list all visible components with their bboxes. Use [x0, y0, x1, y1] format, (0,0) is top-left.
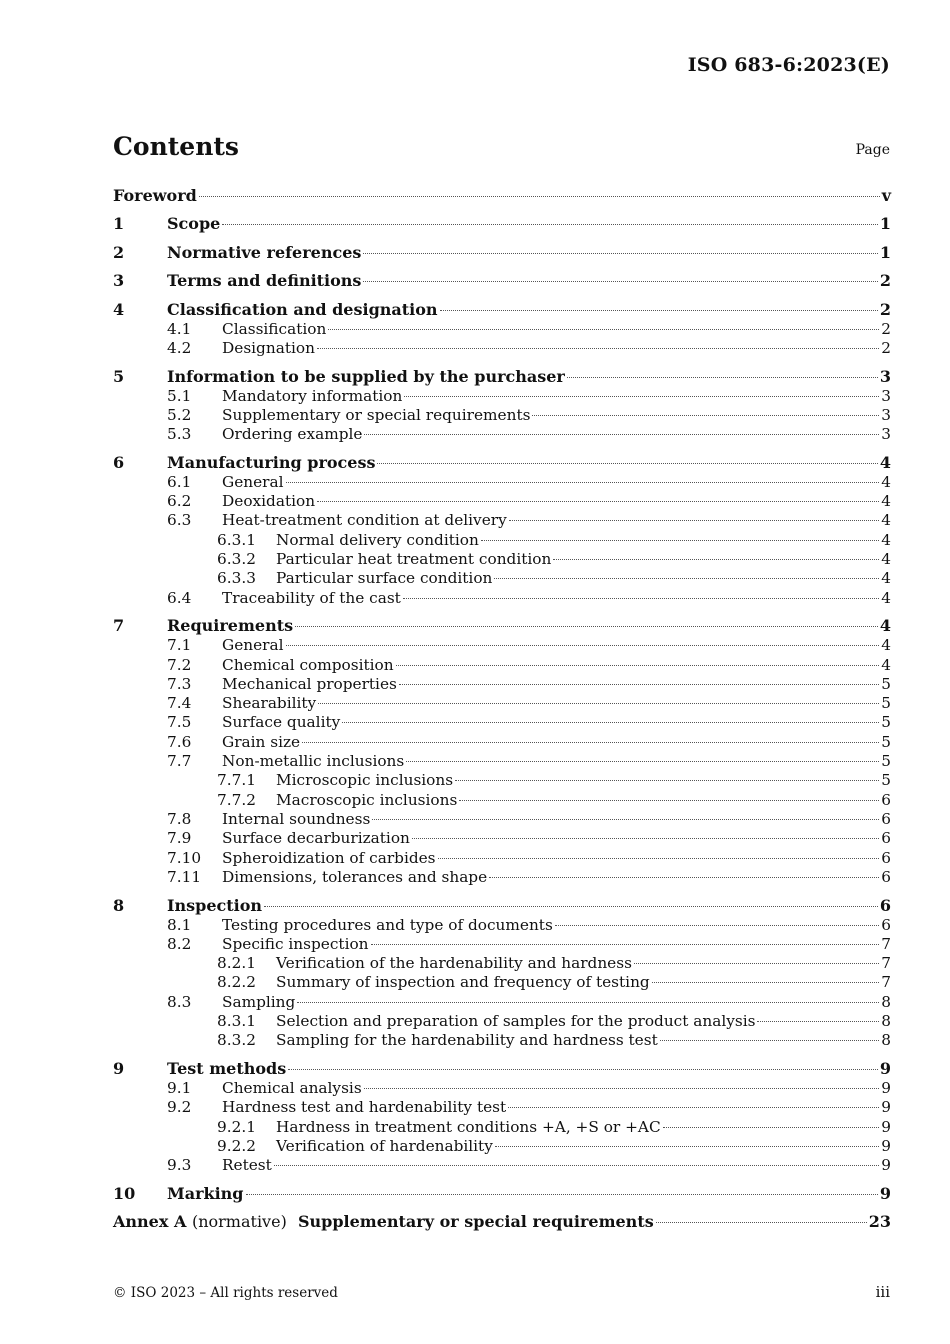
toc-entry[interactable]: [113, 387, 891, 406]
toc-entry[interactable]: [113, 887, 891, 915]
document-id: ISO 683-6:2023(E): [687, 54, 890, 76]
toc-entry-title: Chemical analysis: [222, 1079, 362, 1098]
toc-entry[interactable]: [113, 511, 891, 530]
toc-entry[interactable]: [113, 935, 891, 954]
toc-entry-number: 5.2: [167, 405, 192, 424]
toc-entry-page: 3: [881, 425, 891, 444]
dot-leader: [222, 224, 878, 225]
toc-entry[interactable]: [113, 186, 891, 206]
toc-entry-page: 5: [881, 752, 891, 771]
dot-leader: [342, 722, 879, 723]
toc-entry-number: 7.6: [167, 732, 192, 751]
dot-leader: [286, 645, 880, 646]
toc-entry-title: Scope: [167, 214, 221, 234]
toc-entry[interactable]: [113, 993, 891, 1012]
dot-leader: [440, 310, 878, 311]
dot-leader: [377, 463, 877, 464]
dot-leader: [553, 559, 879, 560]
toc-entry-title: Non-metallic inclusions: [222, 752, 405, 771]
toc-entry-title: Requirements: [167, 616, 294, 636]
toc-entry-title: Inspection: [167, 895, 263, 915]
toc-entry-title: Ordering example: [222, 425, 363, 444]
toc-entry[interactable]: [113, 608, 891, 636]
toc-entry-number: 7.3: [167, 674, 192, 693]
dot-leader: [438, 858, 880, 859]
toc-entry[interactable]: [113, 636, 891, 655]
copyright-notice: © ISO 2023 – All rights reserved: [113, 1285, 338, 1301]
toc-entry-page: 6: [881, 848, 891, 867]
toc-entry-title: Shearability: [222, 694, 317, 713]
toc-entry-number: 6: [113, 452, 125, 472]
toc-entry-title: Surface decarburization: [222, 829, 410, 848]
toc-entry-title: Foreword: [113, 186, 197, 205]
toc-entry-page: 8: [881, 1012, 891, 1031]
dot-leader: [302, 742, 879, 743]
toc-entry-number: 8.2.1: [217, 954, 256, 973]
toc-entry-page: 6: [879, 895, 891, 915]
toc-entry-title: Selection and preparation of samples for the product analysis: [276, 1012, 756, 1031]
toc-entry-number: 7.7: [167, 752, 192, 771]
toc-entry-number: 6.3: [167, 511, 192, 530]
dot-leader: [403, 598, 879, 599]
toc-entry[interactable]: [113, 713, 891, 732]
toc-entry-number: 8.1: [167, 915, 192, 934]
toc-entry-page: 9: [881, 1079, 891, 1098]
toc-entry[interactable]: [113, 234, 891, 262]
toc-entry-page: 6: [881, 809, 891, 828]
toc-entry-title: Grain size: [222, 732, 301, 751]
toc-entry-number: 9.1: [167, 1079, 192, 1098]
toc-entry-page: 4: [881, 530, 891, 549]
toc-entry-title: Normal delivery condition: [276, 530, 479, 549]
toc-entry-number: 7.1: [167, 636, 192, 655]
toc-entry-title: Summary of inspection and frequency of testing: [276, 973, 650, 992]
toc-entry[interactable]: [113, 1137, 891, 1156]
toc-entry-title: Marking: [167, 1183, 244, 1203]
dot-leader: [663, 1127, 880, 1128]
toc-entry-number: 8: [113, 895, 125, 915]
toc-entry-page: 4: [881, 550, 891, 569]
toc-entry-page: 4: [879, 616, 891, 636]
dot-leader: [412, 838, 879, 839]
toc-entry-number: 9.3: [167, 1156, 192, 1175]
dot-leader: [295, 626, 878, 627]
toc-entry-number: 6.3.2: [217, 550, 256, 569]
toc-entry-number: 8.3: [167, 992, 192, 1011]
toc-entry[interactable]: [113, 752, 891, 771]
toc-entry-title: General: [222, 472, 284, 491]
toc-entry[interactable]: [113, 1031, 891, 1050]
toc-entry[interactable]: [113, 492, 891, 511]
annex-type: (normative): [191, 1212, 287, 1232]
dot-leader: [318, 703, 879, 704]
dot-leader: [364, 1088, 880, 1089]
toc-entry[interactable]: [113, 1098, 891, 1117]
toc-entry-page: 1: [879, 242, 891, 262]
toc-entry[interactable]: [113, 791, 891, 810]
toc-entry[interactable]: [113, 531, 891, 550]
toc-entry[interactable]: [113, 263, 891, 291]
toc-entry-number: 4.2: [167, 338, 192, 357]
toc-entry-title: Classification and designation: [167, 299, 438, 319]
table-of-contents: [113, 186, 891, 1232]
toc-entry-title: Classification: [222, 319, 327, 338]
toc-entry-number: 7.11: [167, 867, 202, 886]
dot-leader: [406, 761, 879, 762]
toc-entry-number: 6.4: [167, 588, 192, 607]
toc-entry-page: 2: [879, 299, 891, 319]
toc-entry-title: Sampling: [222, 992, 296, 1011]
dot-leader: [297, 1002, 879, 1003]
toc-entry-title: Hardness test and hardenability test: [222, 1098, 507, 1117]
toc-entry-title: Verification of hardenability: [276, 1136, 493, 1155]
toc-entry-number: 10: [113, 1183, 136, 1203]
dot-leader: [317, 501, 879, 502]
footer-page-number: iii: [875, 1283, 890, 1301]
toc-entry-number: 6.3.1: [217, 530, 256, 549]
annex-title: Supplementary or special requirements: [297, 1212, 654, 1232]
toc-entry[interactable]: [113, 868, 891, 887]
toc-entry-title: Traceability of the cast: [222, 588, 401, 607]
toc-entry-title: General: [222, 636, 284, 655]
toc-entry-number: 6.3.3: [217, 569, 256, 588]
toc-entry-title: Mandatory information: [222, 386, 403, 405]
toc-entry-title: Mechanical properties: [222, 674, 397, 693]
toc-entry-page: 5: [881, 694, 891, 713]
toc-entry-page: 4: [881, 636, 891, 655]
toc-entry-number: 7.2: [167, 655, 192, 674]
dot-leader: [399, 684, 879, 685]
toc-entry-page: 3: [879, 366, 891, 386]
toc-entry[interactable]: [113, 320, 891, 339]
toc-entry-number: 8.2: [167, 934, 192, 953]
toc-entry-page: 4: [881, 492, 891, 511]
toc-entry-title: Hardness in treatment conditions +A, +S or +AC: [276, 1117, 661, 1136]
dot-leader: [660, 1040, 880, 1041]
toc-entry[interactable]: [113, 810, 891, 829]
dot-leader: [286, 482, 880, 483]
dot-leader: [372, 819, 879, 820]
toc-entry-title: Specific inspection: [222, 934, 369, 953]
toc-entry[interactable]: [113, 473, 891, 492]
dot-leader: [509, 520, 880, 521]
toc-entry-title: Surface quality: [222, 713, 341, 732]
toc-entry-page: 5: [881, 713, 891, 732]
toc-entry[interactable]: [113, 206, 891, 234]
toc-entry-number: 7: [113, 616, 125, 636]
toc-entry-number: 7.4: [167, 694, 192, 713]
toc-entry-page: 3: [881, 405, 891, 424]
toc-entry-number: 9: [113, 1059, 125, 1079]
toc-entry-title: Particular surface condition: [276, 569, 493, 588]
annex-title-group: [113, 1212, 654, 1232]
toc-entry-number: 2: [113, 242, 125, 262]
toc-entry[interactable]: [113, 733, 891, 752]
toc-entry-page: 6: [881, 867, 891, 886]
toc-entry-title: Testing procedures and type of documents: [222, 915, 553, 934]
toc-entry[interactable]: [113, 425, 891, 444]
dot-leader: [364, 434, 879, 435]
dot-leader: [288, 1069, 878, 1070]
toc-entry-number: 8.3.1: [217, 1012, 256, 1031]
toc-entry-page: 4: [881, 588, 891, 607]
toc-entry[interactable]: [113, 291, 891, 319]
toc-entry-title: Supplementary or special requirements: [222, 405, 531, 424]
toc-entry-page: 6: [881, 829, 891, 848]
toc-entry[interactable]: [113, 916, 891, 935]
toc-entry-page: 5: [881, 771, 891, 790]
toc-entry-page: 4: [879, 452, 891, 472]
toc-entry[interactable]: [113, 771, 891, 790]
page-column-label: Page: [855, 142, 890, 158]
toc-entry-page: 3: [881, 386, 891, 405]
toc-entry-page: 9: [881, 1098, 891, 1117]
dot-leader: [652, 982, 880, 983]
dot-leader: [481, 540, 879, 541]
dot-leader: [495, 1146, 879, 1147]
toc-entry[interactable]: [113, 1012, 891, 1031]
toc-entry-page: 7: [881, 954, 891, 973]
dot-leader: [328, 329, 879, 330]
page-title: Contents: [113, 132, 240, 161]
toc-entry[interactable]: [113, 849, 891, 868]
annex-label: Annex A: [113, 1212, 187, 1232]
toc-entry[interactable]: [113, 339, 891, 358]
toc-entry-number: 7.9: [167, 829, 192, 848]
toc-entry-number: 6.2: [167, 492, 192, 511]
toc-entry[interactable]: [113, 358, 891, 386]
toc-entry-page: 9: [881, 1156, 891, 1175]
toc-entry[interactable]: [113, 954, 891, 973]
dot-leader: [455, 780, 879, 781]
toc-entry-number: 5.3: [167, 425, 192, 444]
toc-entry-number: 4.1: [167, 319, 192, 338]
toc-entry[interactable]: [113, 1156, 891, 1175]
dot-leader: [757, 1021, 879, 1022]
toc-entry-number: 4: [113, 299, 125, 319]
toc-entry-page: 6: [881, 915, 891, 934]
toc-entry[interactable]: [113, 1176, 891, 1204]
toc-entry[interactable]: [113, 589, 891, 608]
toc-entry-page: v: [881, 186, 891, 205]
toc-entry[interactable]: [113, 569, 891, 588]
toc-entry-number: 5.1: [167, 386, 192, 405]
toc-entry-title: Retest: [222, 1156, 272, 1175]
toc-entry[interactable]: [113, 829, 891, 848]
toc-entry-number: 1: [113, 214, 125, 234]
dot-leader: [634, 963, 879, 964]
toc-entry-page: 7: [881, 973, 891, 992]
toc-entry-title: Spheroidization of carbides: [222, 848, 436, 867]
dot-leader: [317, 348, 879, 349]
toc-entry-number: 3: [113, 271, 125, 291]
dot-leader: [246, 1194, 878, 1195]
toc-entry[interactable]: [113, 1118, 891, 1137]
toc-entry-page: 4: [881, 472, 891, 491]
toc-entry-page: 5: [881, 732, 891, 751]
toc-entry-number: 6.1: [167, 472, 192, 491]
toc-entry-page: 7: [881, 934, 891, 953]
toc-entry[interactable]: [113, 656, 891, 675]
toc-entry[interactable]: [113, 973, 891, 992]
toc-entry-number: 8.3.2: [217, 1031, 256, 1050]
toc-entry-title: Normative references: [167, 242, 362, 262]
toc-entry-page: 1: [879, 214, 891, 234]
toc-entry-title: Terms and definitions: [167, 271, 362, 291]
dot-leader: [363, 253, 877, 254]
toc-entry-page: 6: [881, 790, 891, 809]
dot-leader: [555, 925, 879, 926]
dot-leader: [459, 800, 879, 801]
toc-entry[interactable]: [113, 675, 891, 694]
toc-entry-page: 9: [881, 1136, 891, 1155]
dot-leader: [489, 877, 879, 878]
toc-entry-page: 4: [881, 511, 891, 530]
toc-entry-page: 9: [879, 1183, 891, 1203]
toc-entry-title: Manufacturing process: [167, 452, 376, 472]
toc-entry-number: 7.5: [167, 713, 192, 732]
toc-entry-page: 8: [881, 1031, 891, 1050]
toc-entry-number: 7.7.1: [217, 771, 256, 790]
toc-entry-page: 4: [881, 655, 891, 674]
toc-entry[interactable]: [113, 694, 891, 713]
dot-leader: [567, 377, 878, 378]
toc-entry[interactable]: [113, 1051, 891, 1079]
toc-entry-title: Chemical composition: [222, 655, 394, 674]
toc-entry-page: 8: [881, 992, 891, 1011]
dot-leader: [532, 415, 879, 416]
toc-entry-number: 9.2.2: [217, 1136, 256, 1155]
toc-entry-title: Deoxidation: [222, 492, 316, 511]
dot-leader: [199, 196, 880, 197]
toc-entry-page: 2: [879, 271, 891, 291]
toc-entry-page: 2: [881, 319, 891, 338]
toc-entry-page: 2: [881, 338, 891, 357]
toc-entry-annex[interactable]: [113, 1204, 891, 1232]
dot-leader: [508, 1107, 879, 1108]
toc-entry-number: 5: [113, 366, 125, 386]
toc-entry-title: Test methods: [167, 1059, 287, 1079]
dot-leader: [371, 944, 880, 945]
toc-entry-title: Verification of the hardenability and hardness: [276, 954, 632, 973]
toc-entry-title: Information to be supplied by the purchaser: [167, 366, 565, 386]
toc-entry-page: 5: [881, 674, 891, 693]
toc-entry-number: 9.2: [167, 1098, 192, 1117]
dot-leader: [363, 281, 877, 282]
toc-entry[interactable]: [113, 406, 891, 425]
dot-leader: [264, 906, 878, 907]
toc-entry-page: 9: [881, 1117, 891, 1136]
toc-entry-page: 9: [879, 1059, 891, 1079]
toc-entry-title: Dimensions, tolerances and shape: [222, 867, 488, 886]
toc-entry-number: 8.2.2: [217, 973, 256, 992]
toc-entry-title: Designation: [222, 338, 315, 357]
toc-entry[interactable]: [113, 444, 891, 472]
toc-entry-number: 7.10: [167, 848, 202, 867]
toc-entry-number: 7.8: [167, 809, 192, 828]
dot-leader: [656, 1222, 867, 1223]
toc-entry-title: Heat-treatment condition at delivery: [222, 511, 507, 530]
toc-entry-number: 9.2.1: [217, 1117, 256, 1136]
annex-page: 23: [868, 1212, 891, 1232]
dot-leader: [274, 1165, 879, 1166]
toc-entry-title: Microscopic inclusions: [276, 771, 454, 790]
dot-leader: [396, 665, 880, 666]
toc-entry-title: Sampling for the hardenability and hardness test: [276, 1031, 658, 1050]
toc-entry-title: Particular heat treatment condition: [276, 550, 552, 569]
toc-entry[interactable]: [113, 550, 891, 569]
toc-entry[interactable]: [113, 1079, 891, 1098]
toc-entry-title: Macroscopic inclusions: [276, 790, 458, 809]
dot-leader: [494, 578, 879, 579]
dot-leader: [404, 396, 879, 397]
toc-entry-number: 7.7.2: [217, 790, 256, 809]
toc-entry-page: 4: [881, 569, 891, 588]
toc-entry-title: Internal soundness: [222, 809, 371, 828]
